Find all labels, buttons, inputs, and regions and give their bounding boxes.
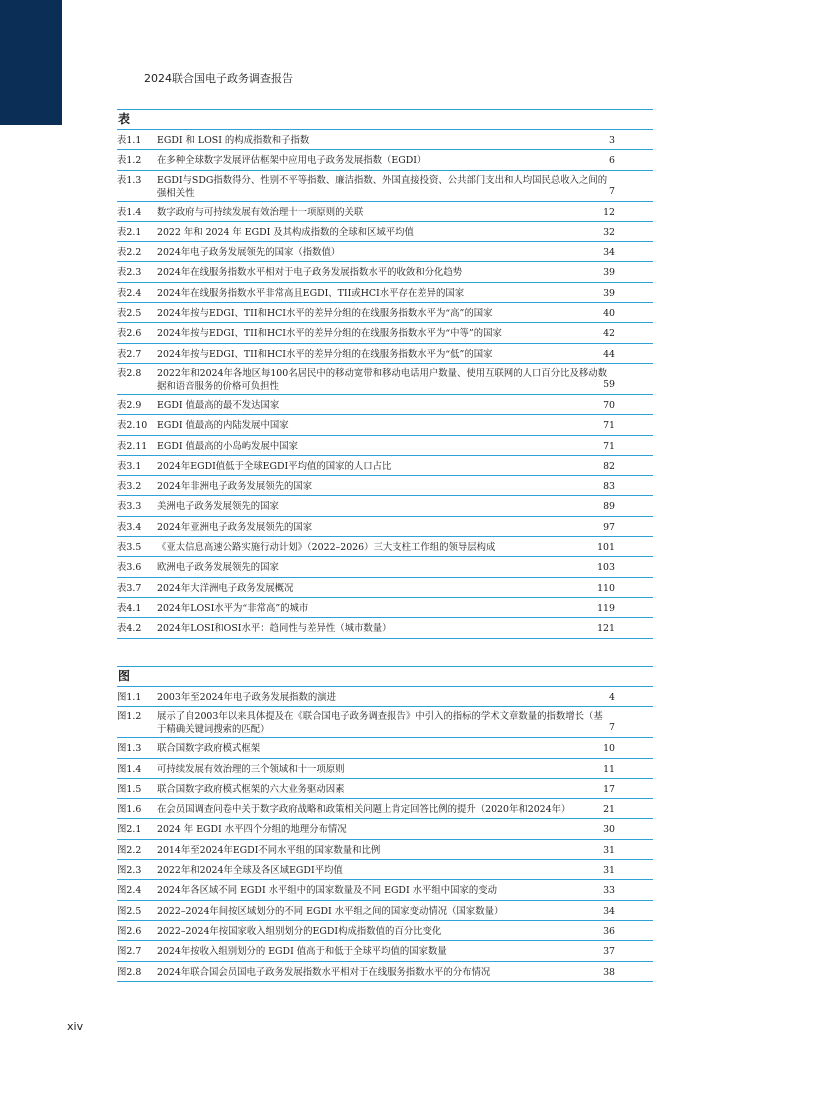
toc-entry[interactable]: [117, 578, 653, 598]
entry-page: 33: [603, 885, 615, 897]
toc-entry[interactable]: [117, 242, 653, 262]
entry-title: 欧洲电子政务发展领先的国家: [157, 562, 279, 574]
entry-page: 42: [603, 328, 615, 340]
toc-entry[interactable]: [117, 537, 653, 557]
entry-title: EGDI 和 LOSI 的构成指数和子指数: [157, 135, 310, 146]
entry-title: 《亚太信息高速公路实施行动计划》（2022–2026）三大支柱工作组的领导层构成: [157, 542, 496, 554]
entry-title: 可持续发展有效治理的三个领域和十一项原则: [157, 763, 345, 775]
entry-number: 表1.3: [117, 174, 142, 186]
entry-title: 2003年至2024年电子政务发展指数的演进: [157, 692, 336, 703]
entry-page: 17: [603, 783, 615, 795]
entry-number: 表3.6: [117, 562, 142, 574]
entry-page: 11: [603, 763, 615, 775]
entry-page: 101: [597, 542, 615, 554]
entry-title: 2014年至2024年EGDI不同水平组的国家数量和比例: [157, 844, 381, 856]
entry-title: 联合国数字政府模式框架: [157, 743, 261, 755]
toc-entry[interactable]: [117, 344, 653, 364]
entry-page: 12: [603, 206, 615, 218]
entry-number: 图1.4: [117, 763, 142, 775]
entry-number: 图2.5: [117, 905, 142, 917]
entry-title: 2024 年 EGDI 水平四个分组的地理分布情况: [157, 824, 347, 836]
entry-number: 表2.8: [117, 367, 142, 379]
entry-page: 7: [609, 185, 615, 197]
entry-page: 7: [609, 722, 615, 734]
entry-page: 97: [603, 521, 615, 533]
entry-number: 表2.5: [117, 308, 142, 320]
page-number: xiv: [67, 1020, 84, 1033]
entry-title: 2024年LOSI水平为“非常高”的城市: [157, 602, 309, 614]
toc-entry[interactable]: [117, 202, 653, 222]
entry-title: 2024年非洲电子政务发展领先的国家: [157, 481, 313, 493]
entry-page: 34: [603, 905, 615, 917]
entry-page: 71: [603, 420, 615, 432]
toc-entry[interactable]: [117, 598, 653, 618]
entry-number: 图1.6: [117, 804, 142, 816]
entry-page: 82: [603, 460, 615, 472]
entry-number: 图1.3: [117, 743, 142, 755]
entry-title: 2022–2024年按国家收入组别划分的EGDI构成指数值的百分比变化: [157, 925, 442, 937]
toc-entry[interactable]: [117, 819, 653, 839]
entry-number: 图2.2: [117, 844, 142, 856]
toc-entry[interactable]: [117, 476, 653, 496]
entry-number: 表1.2: [117, 155, 142, 167]
toc-entry[interactable]: [117, 303, 653, 323]
entry-title: EGDI与SDG指数得分、性别不平等指数、廉洁指数、外国直接投资、公共部门支出和人均国民总收入之间的强相关性: [157, 174, 608, 199]
entry-page: 70: [603, 399, 615, 411]
entry-number: 表2.10: [117, 420, 148, 432]
toc-entry[interactable]: [117, 130, 653, 150]
toc-entry[interactable]: [117, 759, 653, 779]
entry-page: 37: [603, 946, 615, 958]
entry-title: 2024年按与EDGI、TII和HCI水平的差异分组的在线服务指数水平为“高”的国家: [157, 308, 493, 320]
toc-entry[interactable]: [117, 436, 653, 456]
entry-page: 119: [597, 602, 615, 614]
toc-entry[interactable]: [117, 456, 653, 476]
toc-entry[interactable]: [117, 415, 653, 435]
entry-title: 2024年在线服务指数水平相对于电子政务发展指数水平的收敛和分化趋势: [157, 267, 463, 279]
entry-title: 2024年按与EDGI、TII和HCI水平的差异分组的在线服务指数水平为“低”的国家: [157, 348, 493, 360]
entry-number: 表3.7: [117, 582, 142, 594]
entry-number: 表2.11: [117, 440, 148, 452]
entry-page: 38: [603, 966, 615, 978]
entry-title: 2024年亚洲电子政务发展领先的国家: [157, 521, 313, 533]
entry-page: 44: [603, 348, 615, 360]
entry-number: 图2.1: [117, 824, 142, 836]
entry-title: 2024年在线服务指数水平非常高且EGDI、TII或HCI水平存在差异的国家: [157, 287, 465, 299]
entry-page: 32: [603, 226, 615, 238]
toc-entry[interactable]: [117, 840, 653, 860]
entry-page: 36: [603, 925, 615, 937]
toc-entry[interactable]: [117, 323, 653, 343]
entry-page: 40: [603, 308, 615, 320]
entry-title: 2024年按收入组别划分的 EGDI 值高于和低于全球平均值的国家数量: [157, 946, 447, 958]
toc-entry[interactable]: [117, 618, 653, 638]
entry-page: 39: [603, 287, 615, 299]
entry-number: 表3.2: [117, 481, 142, 493]
entry-title: 2024年联合国会员国电子政务发展指数水平相对于在线服务指数水平的分布情况: [157, 966, 491, 978]
entry-number: 图1.1: [117, 692, 142, 703]
figures-list: [117, 687, 653, 982]
list-of-figures: [117, 666, 653, 982]
toc-entry[interactable]: [117, 222, 653, 242]
entry-title: 2022年和2024年全球及各区域EGDI平均值: [157, 865, 343, 877]
entry-title: 2024年各区域不同 EGDI 水平组中的国家数量及不同 EGDI 水平组中国家的变动: [157, 885, 498, 897]
entry-title: 2024年EGDI值低于全球EGDI平均值的国家的人口占比: [157, 460, 392, 472]
toc-entry[interactable]: [117, 921, 653, 941]
toc-entry[interactable]: [117, 738, 653, 758]
toc-entry[interactable]: [117, 901, 653, 921]
toc-entry[interactable]: [117, 150, 653, 170]
running-header: 2024联合国电子政务调查报告: [144, 72, 293, 85]
entry-title: 2024年电子政务发展领先的国家（指数值）: [157, 247, 341, 259]
entry-number: 表3.4: [117, 521, 142, 533]
entry-title: 2024年LOSI和OSI水平：趋同性与差异性（城市数量）: [157, 623, 392, 635]
toc-entry[interactable]: [117, 283, 653, 303]
entry-page: 21: [603, 804, 615, 816]
entry-title: 2024年按与EDGI、TII和HCI水平的差异分组的在线服务指数水平为“中等”的国家: [157, 328, 502, 340]
toc-entry[interactable]: [117, 799, 653, 819]
entry-page: 83: [603, 481, 615, 493]
entry-title: 数字政府与可持续发展有效治理十一项原则的关联: [157, 206, 364, 218]
entry-page: 71: [603, 440, 615, 452]
entry-number: 表2.2: [117, 247, 142, 259]
toc-entry[interactable]: [117, 860, 653, 880]
toc-entry[interactable]: [117, 395, 653, 415]
toc-entry[interactable]: [117, 707, 653, 738]
entry-page: 31: [603, 865, 615, 877]
entry-number: 图2.3: [117, 865, 142, 877]
entry-number: 表2.3: [117, 267, 142, 279]
entry-title: 在多种全球数字发展评估框架中应用电子政务发展指数（EGDI）: [157, 155, 427, 167]
toc-entry[interactable]: [117, 517, 653, 537]
entry-number: 表1.4: [117, 206, 142, 218]
list-of-tables: [117, 109, 653, 639]
entry-title: 2022 年和 2024 年 EGDI 及其构成指数的全球和区域平均值: [157, 226, 414, 238]
entry-page: 34: [603, 247, 615, 259]
entry-number: 表2.4: [117, 287, 142, 299]
toc-entry[interactable]: [117, 962, 653, 982]
corner-color-block: [0, 0, 62, 125]
toc-entry[interactable]: [117, 557, 653, 577]
entry-number: 表4.2: [117, 623, 142, 635]
toc-entry[interactable]: [117, 364, 653, 395]
entry-number: 表1.1: [117, 135, 142, 146]
entry-number: 表2.1: [117, 226, 142, 238]
entry-number: 表2.6: [117, 328, 142, 340]
entry-number: 图1.2: [117, 711, 142, 723]
toc-entry[interactable]: [117, 262, 653, 282]
entry-page: 39: [603, 267, 615, 279]
entry-number: 表3.1: [117, 460, 142, 472]
entry-number: 图2.6: [117, 925, 142, 937]
entry-title: 2022–2024年间按区域划分的不同 EGDI 水平组之间的国家变动情况（国家数量）: [157, 905, 504, 917]
entry-title: 展示了自2003年以来具体提及在《联合国电子政务调查报告》中引入的指标的学术文章数量的指数增长（基于精确关键词搜索的匹配）: [157, 711, 603, 736]
toc-entry[interactable]: [117, 687, 653, 707]
entry-number: 表2.9: [117, 399, 142, 411]
entry-number: 表3.5: [117, 542, 142, 554]
entry-title: 联合国数字政府模式框架的六大业务驱动因素: [157, 783, 345, 795]
section-title-tables: 表: [117, 109, 653, 130]
entry-page: 103: [597, 562, 615, 574]
entry-page: 6: [609, 155, 615, 167]
entry-number: 图2.8: [117, 966, 142, 978]
entry-number: 表4.1: [117, 602, 142, 614]
entry-page: 121: [597, 623, 615, 635]
toc-entry[interactable]: [117, 941, 653, 961]
entry-title: 2022年和2024年各地区每100名居民中的移动宽带和移动电话用户数量、使用互联网的人口百分比及移动数据和语音服务的价格可负担性: [157, 367, 607, 392]
entry-title: EGDI 值最高的内陆发展中国家: [157, 420, 289, 432]
entry-title: EGDI 值最高的最不发达国家: [157, 399, 280, 411]
entry-number: 图2.4: [117, 885, 142, 897]
entry-page: 59: [603, 378, 615, 390]
entry-number: 表2.7: [117, 348, 142, 360]
entry-page: 31: [603, 844, 615, 856]
entry-page: 4: [609, 692, 615, 703]
entry-title: 2024年大洋洲电子政务发展概况: [157, 582, 294, 594]
toc-entry[interactable]: [117, 779, 653, 799]
entry-title: EGDI 值最高的小岛屿发展中国家: [157, 440, 299, 452]
entry-title: 在会员国调查问卷中关于数字政府战略和政策相关问题上肯定回答比例的提升（2020年和2024年）: [157, 804, 571, 816]
entry-number: 图2.7: [117, 946, 142, 958]
toc-entry[interactable]: [117, 496, 653, 516]
section-title-figures: 图: [117, 666, 653, 687]
toc-entry[interactable]: [117, 880, 653, 900]
toc-entry[interactable]: [117, 171, 653, 202]
entry-page: 30: [603, 824, 615, 836]
tables-list: [117, 130, 653, 639]
entry-page: 110: [597, 582, 615, 594]
entry-number: 表3.3: [117, 501, 142, 513]
entry-page: 89: [603, 501, 615, 513]
entry-page: 10: [603, 743, 615, 755]
entry-number: 图1.5: [117, 783, 142, 795]
entry-page: 3: [609, 135, 615, 146]
entry-title: 美洲电子政务发展领先的国家: [157, 501, 279, 513]
